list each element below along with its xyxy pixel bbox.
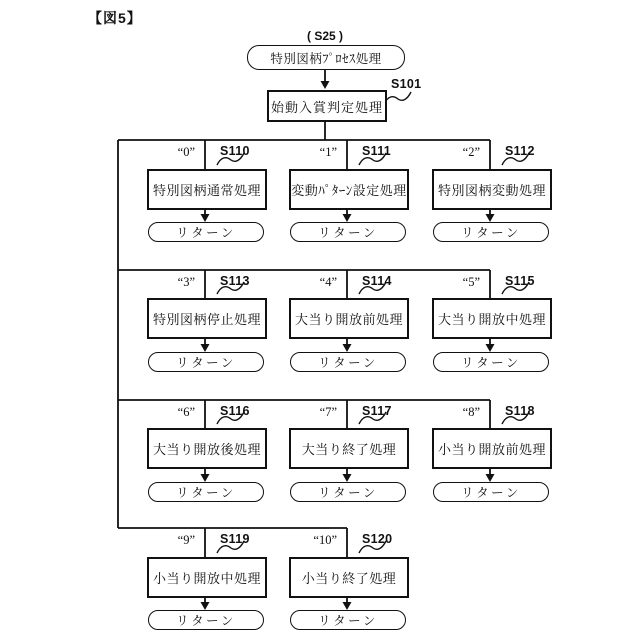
start-terminal: 特別図柄ﾌﾟﾛｾｽ処理 [247, 45, 405, 70]
branch-case-7: “7” [319, 405, 337, 419]
branch-case-0: “0” [177, 145, 195, 159]
branch-case-8: “8” [462, 405, 480, 419]
return-terminal: リターン [148, 352, 264, 372]
entry-step-label: ( S25 ) [306, 29, 343, 43]
branch-case-6: “6” [177, 405, 195, 419]
branch-case-2: “2” [462, 145, 480, 159]
branch-case-5: “5” [462, 275, 480, 289]
branch-case-3: “3” [177, 275, 195, 289]
process-box-s111: 変動ﾊﾟﾀｰﾝ設定処理 [289, 169, 409, 210]
return-terminal: リターン [290, 482, 406, 502]
step-ref-s118: S118 [505, 404, 535, 418]
return-terminal: リターン [148, 482, 264, 502]
return-terminal: リターン [433, 482, 549, 502]
return-terminal: リターン [290, 610, 406, 630]
process-box-s117: 大当り終了処理 [289, 428, 409, 469]
return-terminal: リターン [148, 222, 264, 242]
process-start-winning-judge: 始動入賞判定処理 [267, 90, 387, 122]
step-ref-s115: S115 [505, 274, 535, 288]
process-box-s120: 小当り終了処理 [289, 557, 409, 598]
figure-label: 【図5】 [88, 10, 142, 26]
return-terminal: リターン [148, 610, 264, 630]
process-box-s119: 小当り開放中処理 [147, 557, 267, 598]
step-ref-s114: S114 [362, 274, 392, 288]
branch-case-10: “10” [313, 533, 337, 547]
process-box-s113: 特別図柄停止処理 [147, 298, 267, 339]
step-ref-s112: S112 [505, 144, 535, 158]
return-terminal: リターン [433, 222, 549, 242]
process-box-s110: 特別図柄通常処理 [147, 169, 267, 210]
step-ref-s110: S110 [220, 144, 250, 158]
return-terminal: リターン [433, 352, 549, 372]
process-box-s112: 特別図柄変動処理 [432, 169, 552, 210]
return-terminal: リターン [290, 352, 406, 372]
step-ref-s111: S111 [362, 144, 392, 158]
process-box-s114: 大当り開放前処理 [289, 298, 409, 339]
step-ref-s101: S101 [391, 77, 422, 91]
step-ref-s120: S120 [362, 532, 393, 546]
step-ref-s113: S113 [220, 274, 250, 288]
branch-case-9: “9” [177, 533, 195, 547]
branch-case-4: “4” [319, 275, 337, 289]
step-ref-s116: S116 [220, 404, 250, 418]
step-ref-s117: S117 [362, 404, 392, 418]
process-box-s115: 大当り開放中処理 [432, 298, 552, 339]
branch-case-1: “1” [319, 145, 337, 159]
process-box-s116: 大当り開放後処理 [147, 428, 267, 469]
return-terminal: リターン [290, 222, 406, 242]
step-ref-s119: S119 [220, 532, 250, 546]
process-box-s118: 小当り開放前処理 [432, 428, 552, 469]
